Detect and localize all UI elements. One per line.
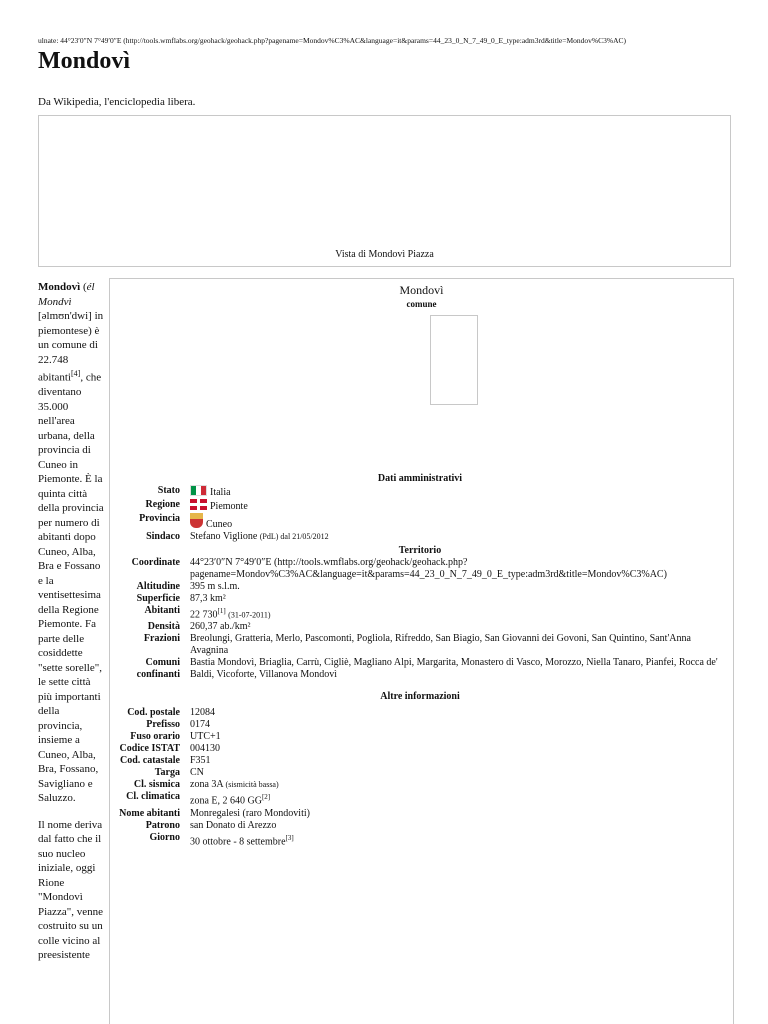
row-key: Superficie bbox=[136, 593, 180, 604]
row-value[interactable]: Stefano Viglione bbox=[190, 531, 258, 542]
row-key: Cod. catastale bbox=[120, 755, 180, 767]
ref-2[interactable]: [2] bbox=[261, 793, 271, 802]
infobox-subtitle: comune bbox=[406, 299, 437, 309]
row-key: Abitanti bbox=[144, 605, 180, 616]
row-abitanti-nome bbox=[114, 808, 726, 820]
ref-1[interactable]: [1] bbox=[217, 607, 226, 615]
row-istat bbox=[114, 743, 726, 755]
infobox bbox=[109, 278, 734, 1024]
section-territorio: Territorio bbox=[398, 545, 442, 556]
row-frazioni bbox=[114, 633, 726, 657]
row-fuso bbox=[114, 731, 726, 743]
row-value[interactable]: UTC+1 bbox=[190, 731, 221, 743]
row-sismica bbox=[114, 779, 726, 791]
row-value[interactable]: Cuneo bbox=[206, 519, 233, 530]
row-targa bbox=[114, 767, 726, 779]
row-patrono bbox=[114, 820, 726, 832]
row-superficie bbox=[114, 593, 726, 605]
row-key: Patrono bbox=[145, 819, 180, 831]
section-altre: Altre informazioni bbox=[380, 691, 460, 703]
row-value: CN bbox=[190, 767, 204, 779]
row-key: Altitudine bbox=[136, 581, 180, 592]
row-key: Nome abitanti bbox=[119, 807, 180, 819]
coat-of-arms-image[interactable] bbox=[430, 315, 478, 405]
lead-ref-4[interactable]: [4] bbox=[71, 369, 81, 378]
row-key: Giorno bbox=[149, 831, 180, 843]
row-provincia bbox=[114, 513, 726, 531]
lead-ipa: [əlmʊn'dwi] bbox=[38, 310, 92, 322]
row-giorno bbox=[114, 832, 726, 848]
lead-paragraph-2: Il nome deriva dal fatto che il suo nucleo iniziale, oggi Rione "Mondovì Piazza", venne costruito su un colle vicino al preesistente bbox=[38, 818, 103, 962]
row-regione bbox=[114, 499, 726, 513]
row-value: zona 3A bbox=[190, 779, 224, 791]
infobox-title: Mondovì bbox=[399, 283, 444, 297]
image-caption: Vista di Mondovì Piazza bbox=[335, 249, 434, 260]
row-key: Codice ISTAT bbox=[119, 743, 180, 755]
row-sindaco bbox=[114, 531, 726, 543]
row-key: Cl. sismica bbox=[133, 779, 180, 791]
row-value: zona E, 2 640 GG bbox=[190, 795, 262, 807]
lead-text-1: in piemontese) è un comune di 22.748 abitanti bbox=[38, 310, 104, 384]
row-abitanti bbox=[114, 605, 726, 621]
row-stato bbox=[114, 485, 726, 499]
section-admin: Dati amministrativi bbox=[377, 473, 463, 484]
lead-text bbox=[38, 280, 104, 975]
row-coordinate bbox=[114, 557, 726, 581]
row-value[interactable]: 44°23′0″N 7°49′0″E (http://tools.wmflabs.org/geohack/geohack.php?pagename=Mondov%C3%AC&language=it&params=44_23_0_N_7_49_0_E_type:adm3rd&title=Mondov%C3%AC) bbox=[190, 557, 667, 580]
row-value: 87,3 km² bbox=[190, 593, 226, 604]
row-value[interactable]: Breolungi, Gratteria, Merlo, Pascomonti, Pogliola, Rifreddo, San Biagio, San Giovanni dei Govoni, San Quintino, Sant'Anna Avagnina bbox=[190, 633, 691, 657]
row-key: Regione bbox=[145, 499, 180, 510]
row-value: 260,37 ab./km² bbox=[190, 621, 251, 633]
row-densita bbox=[114, 621, 726, 633]
row-key: Prefisso bbox=[146, 719, 180, 731]
row-catastale bbox=[114, 755, 726, 767]
row-value: 12084 bbox=[190, 707, 215, 719]
row-key: Densità bbox=[147, 621, 180, 633]
lead-dialect-name: él Mondvì bbox=[38, 281, 95, 308]
row-key: Cod. postale bbox=[127, 707, 180, 719]
row-key: Stato bbox=[157, 485, 180, 496]
row-key: Targa bbox=[154, 767, 180, 779]
italy-flag-icon bbox=[190, 485, 207, 496]
row-key: Coordinate bbox=[131, 557, 180, 568]
row-value: 0174 bbox=[190, 719, 210, 731]
tagline: Da Wikipedia, l'enciclopedia libera. bbox=[38, 96, 196, 108]
row-value: 395 m s.l.m. bbox=[190, 581, 240, 592]
infobox-table bbox=[114, 467, 726, 848]
page-title: Mondovì bbox=[38, 48, 131, 74]
lead-text-2: , che diventano 35.000 nell'area urbana, della provincia di Cuneo in Piemonte. È la quinta città della provincia per numero di abitanti dopo Cuneo, Alba, Bra e Fossano e la ventisettesima della Regione Piemonte. Fa parte delle cosiddette "sette sorelle", le sette città più importanti della provincia, insieme a Cuneo, Alba, Bra, Fossano, Savigliano e Saluzzo. bbox=[38, 371, 104, 805]
row-prefisso bbox=[114, 719, 726, 731]
row-key: Provincia bbox=[139, 513, 180, 524]
row-note: (PdL) dal 21/05/2012 bbox=[259, 532, 329, 541]
cuneo-coat-icon bbox=[190, 513, 203, 528]
row-key: Frazioni bbox=[143, 633, 180, 645]
lead-bold-title: Mondovì bbox=[38, 281, 81, 293]
ref-3[interactable]: [3] bbox=[285, 833, 294, 842]
coordinates-line[interactable]: ulnate: 44°23′0″N 7°49′0″E (http://tools.wmflabs.org/geohack/geohack.php?pagename=Mondov%C3%AC&language=it&params=44_23_0_N_7_49_0_E_type:adm3rd&title=Mondov%C3%AC) bbox=[38, 36, 627, 45]
row-key: Fuso orario bbox=[130, 731, 180, 743]
row-value: Monregalesi (raro Mondoviti) bbox=[190, 807, 310, 819]
lead-image[interactable] bbox=[38, 115, 731, 267]
row-key: Sindaco bbox=[146, 531, 180, 542]
row-value[interactable]: Piemonte bbox=[210, 501, 248, 512]
row-value[interactable]: Bastia Mondovì, Briaglia, Carrù, Cigliè, Magliano Alpi, Margarita, Monastero di Vasco, Morozzo, Niella Tanaro, Pianfei, Rocca de' Baldi, Vicoforte, Villanova Mondovì bbox=[190, 657, 718, 681]
row-key: Comuni confinanti bbox=[136, 657, 180, 681]
row-note: (31-07-2011) bbox=[228, 610, 271, 620]
row-value: 30 ottobre - 8 settembre bbox=[190, 835, 286, 847]
piemonte-flag-icon bbox=[190, 499, 207, 510]
row-confinanti bbox=[114, 657, 726, 681]
row-value: 22 730 bbox=[190, 609, 218, 621]
row-key: Cl. climatica bbox=[126, 791, 180, 803]
row-cap bbox=[114, 703, 726, 719]
row-climatica bbox=[114, 791, 726, 807]
row-value[interactable]: Italia bbox=[210, 487, 231, 498]
row-value: 004130 bbox=[190, 743, 220, 755]
lead-paragraph-1: Mondovì (él Mondvì [əlmʊn'dwi] in piemontese) è un comune di 22.748 abitanti[4], che diventano 35.000 nell'area urbana, della provincia di Cuneo in Piemonte. È la quinta città della provincia per numero di abitanti dopo Cuneo, Alba, Bra e Fossano e la ventisettesima della Regione Piemonte. Fa parte delle cosiddette "sette sorelle", le sette città più importanti della provincia, insieme a Cuneo, Alba, Bra, Fossano, Savigliano e Saluzzo. bbox=[38, 281, 104, 805]
row-altitudine bbox=[114, 581, 726, 593]
row-value: F351 bbox=[190, 755, 211, 767]
row-note: (sismicità bassa) bbox=[225, 780, 279, 790]
row-value[interactable]: san Donato di Arezzo bbox=[190, 819, 277, 831]
